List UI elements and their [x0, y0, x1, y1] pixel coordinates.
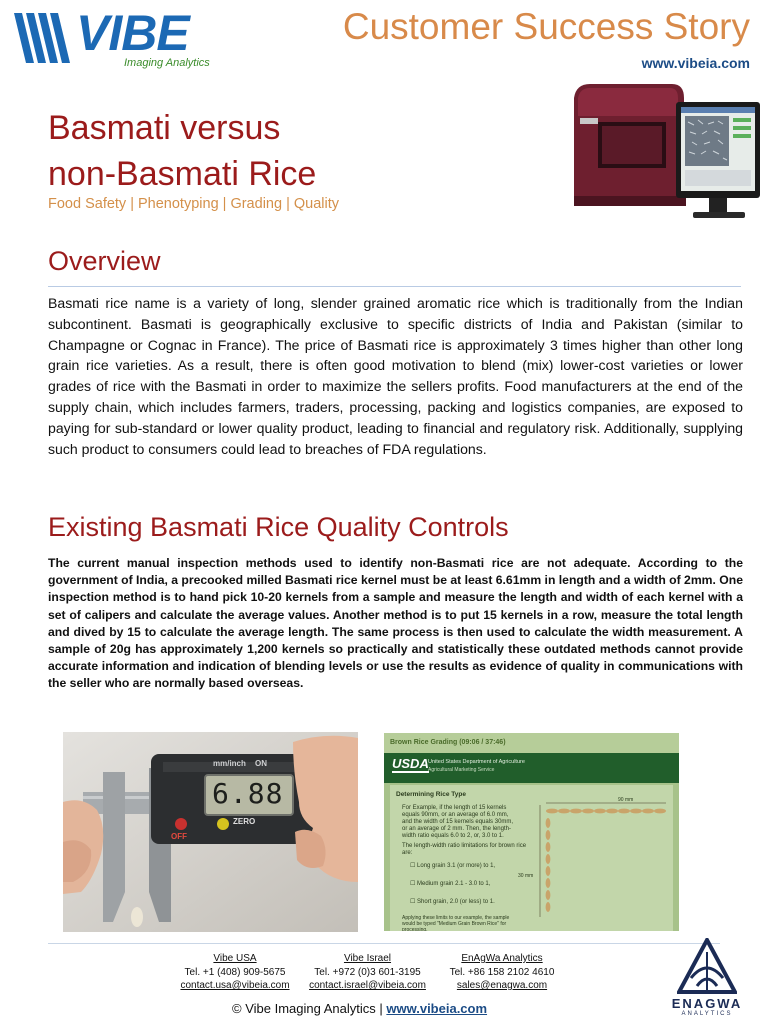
usda-dept: United States Department of Agriculture — [428, 759, 525, 765]
quality-controls-paragraph: The current manual inspection methods used to identify non-Basmati rice are not adequate. According to the government of India, a precooked milled Basmati rice kernel must be at least 6.61mm in length and a width of 2mm. One inspection method is to hand pick 10-20 kernels from a sample and measure the length and width of each kernel with a set of calipers and calculate the average values. Another method is to put 15 kernels in a row, measure the total length and dived by 15 to calculate the average length. The same process is then used to calculate the width measurement. A sample of 20g has approximately 1,200 kernels so practically and statistically these outdated methods cannot provide accurate information and indication of blending levels or use the results as evidence of quality in communications with the seller who are normally based overseas. — [48, 556, 743, 691]
enagwa-subtitle: ANALYTICS — [681, 1011, 733, 1017]
contact-vibe-usa — [170, 952, 300, 993]
overview-divider — [48, 286, 741, 287]
contact-enagwa — [437, 952, 567, 993]
enagwa-logo — [664, 938, 750, 1020]
doc-dim-90: 90 mm — [618, 797, 634, 803]
doc-para-1: For Example, if the length of 15 kernels equals 90mm, or an average of 6.0 mm, and the width of 15 kernels equals 30mm, or an average of 2 mm. Then, the length-width ratio equals 6.0 to 2, or, 3.0 to 1. — [402, 805, 514, 839]
quality-controls-heading: Existing Basmati Rice Quality Controls — [48, 512, 509, 542]
caliper-reading: 6.88 — [212, 777, 284, 810]
caliper-scale-label: mm/inch — [213, 759, 246, 768]
contact-israel-email[interactable]: contact.israel@vibeia.com — [309, 980, 426, 991]
usda-service: Agricultural Marketing Service — [428, 767, 495, 773]
doc-option-1: ☐ Long grain 3.1 (or more) to 1, — [410, 863, 496, 869]
contact-enagwa-tel: Tel. +86 158 2102 4610 — [449, 966, 555, 978]
doc-para-3: Applying these limits to our example, the sample would be typed "Medium Grain Brown Rice" for processing. — [402, 915, 510, 931]
document-type-title: Customer Success Story — [342, 6, 750, 47]
footer-divider — [48, 943, 720, 944]
header-website-link[interactable]: www.vibeia.com — [641, 55, 750, 71]
contact-enagwa-name[interactable]: EnAgWa Analytics — [461, 953, 543, 964]
contact-vibe-israel — [300, 952, 435, 993]
contact-israel-name[interactable]: Vibe Israel — [343, 953, 392, 964]
topic-tags: Food Safety | Phenotyping | Grading | Quality — [48, 196, 339, 212]
doc-top-bar-text: Brown Rice Grading (09:06 / 37:46) — [390, 739, 506, 746]
usda-logo: USDA — [392, 756, 429, 771]
doc-option-3: ☐ Short grain, 2.0 (or less) to 1. — [410, 899, 495, 905]
kernel-diagram — [530, 797, 670, 927]
doc-dim-30: 30 mm — [518, 873, 534, 879]
doc-section-title: Determining Rice Type — [396, 791, 466, 798]
overview-heading: Overview — [48, 246, 161, 276]
caliper-on-label: ON — [255, 759, 267, 768]
caliper-off-label: OFF — [171, 832, 187, 841]
usda-banner — [384, 753, 679, 783]
enagwa-wordmark: ENAGWA — [671, 996, 743, 1011]
enagwa-triangle-icon — [677, 938, 737, 994]
usda-brown-rice-grading-image — [384, 733, 679, 931]
overview-paragraph: Basmati rice name is a variety of long, slender grained aromatic rice which is traditionally from the Indian subcontinent. Basmati is geographically exclusive to specific districts of India and Pakistan (similar to Champagne or Cognac in France). The price of Basmati rice is approximately 3 times higher than other long grain rice varieties. As a result, there is often good motivation to blend (mix) lower-cost varieties or lower grades of rice with the Basmati in order to maximize the sellers profits. Food manufacturers at the end of the supply chain, which includes farmers, traders, processing, packing and logistics companies, are exposed to paying for sub-standard or lower quality product, leading to financial and regulatory risk. Additionally, supplying such product to consumers could lead to breaches of FDA regulations. — [48, 295, 743, 457]
doc-option-2: ☐ Medium grain 2.1 - 3.0 to 1, — [410, 881, 491, 887]
copyright-line — [232, 1001, 487, 1016]
doc-content — [390, 785, 673, 931]
contact-israel-tel: Tel. +972 (0)3 601-3195 — [314, 966, 421, 978]
footer-website-link[interactable]: www.vibeia.com — [386, 1001, 488, 1016]
caliper-illustration — [63, 732, 358, 932]
caliper-zero-label: ZERO — [233, 817, 256, 826]
main-title — [48, 105, 468, 197]
vibe-logo — [14, 5, 229, 70]
doc-para-2: The length-width ratio limitations for brown rice are: — [402, 843, 527, 856]
doc-top-bar — [384, 733, 679, 753]
copyright-text: © Vibe Imaging Analytics | — [232, 1001, 383, 1016]
contact-usa-tel: Tel. +1 (408) 909-5675 — [184, 966, 286, 978]
main-title-line-2: non-Basmati Rice — [48, 155, 317, 193]
logo-wordmark: VIBE — [76, 5, 189, 61]
contact-enagwa-email[interactable]: sales@enagwa.com — [456, 980, 548, 991]
logo-subtitle: Imaging Analytics — [124, 57, 210, 69]
caliper-photo — [63, 732, 358, 932]
contact-usa-email[interactable]: contact.usa@vibeia.com — [180, 980, 290, 991]
qm3-analyzer-image — [568, 76, 764, 226]
contact-usa-name[interactable]: Vibe USA — [213, 953, 257, 964]
logo-stripes-icon — [14, 11, 78, 69]
main-title-line-1: Basmati versus — [48, 109, 281, 147]
